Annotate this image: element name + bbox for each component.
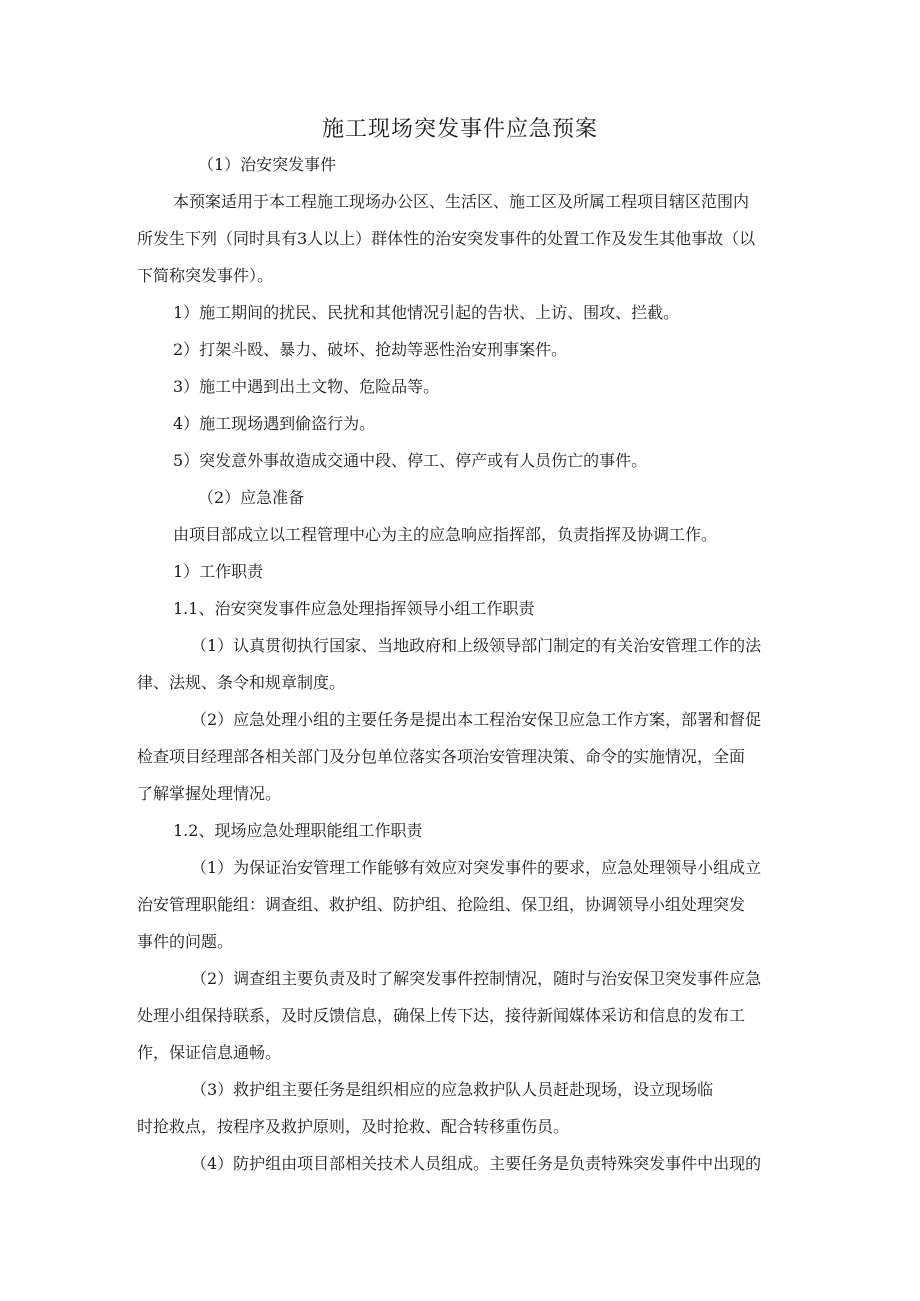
paragraph-1-1-item-2-line-1: （2）应急处理小组的主要任务是提出本工程治安保卫应急工作方案，部署和督促 — [191, 710, 762, 729]
heading-emergency-preparation: （2）应急准备 — [198, 488, 305, 507]
paragraph-1-2-item-3-line-2: 时抢救点，按程序及救护原则，及时抢救、配合转移重伤员。 — [137, 1117, 570, 1136]
paragraph-1-1-item-2-line-3: 了解掌握处理情况。 — [137, 784, 282, 803]
paragraph-scope-line-3: 下简称突发事件）。 — [137, 266, 274, 285]
document-title: 施工现场突发事件应急预案 — [321, 117, 598, 142]
heading-section-1-1: 1.1、治安突发事件应急处理指挥领导小组工作职责 — [173, 599, 535, 618]
paragraph-1-1-item-2-line-2: 检查项目经理部各相关部门及分包单位落实各项治安管理决策、命令的实施情况，全面 — [137, 747, 746, 766]
paragraph-1-2-item-1-line-1: （1）为保证治安管理工作能够有效应对突发事件的要求，应急处理领导小组成立 — [191, 858, 762, 877]
paragraph-1-2-item-1-line-2: 治安管理职能组：调查组、救护组、防护组、抢险组、保卫组，协调领导小组处理突发 — [137, 895, 746, 914]
paragraph-1-2-item-2-line-3: 作，保证信息通畅。 — [137, 1043, 282, 1062]
list-item-4: 4）施工现场遇到偷盗行为。 — [173, 414, 376, 433]
paragraph-1-2-item-3-line-1: （3）救护组主要任务是组织相应的应急救护队人员赶赴现场，设立现场临 — [191, 1080, 714, 1099]
list-item-3: 3）施工中遇到出土文物、危险品等。 — [173, 377, 440, 396]
heading-section-1-2: 1.2、现场应急处理职能组工作职责 — [173, 821, 423, 840]
paragraph-1-2-item-2-line-2: 处理小组保持联系，及时反馈信息，确保上传下达，接待新闻媒体采访和信息的发布工 — [137, 1006, 746, 1025]
heading-public-security-incident: （1）治安突发事件 — [198, 155, 337, 174]
paragraph-command-center: 由项目部成立以工程管理中心为主的应急响应指挥部，负责指挥及协调工作。 — [173, 525, 718, 544]
paragraph-1-2-item-1-line-3: 事件的问题。 — [137, 932, 234, 951]
list-item-1: 1）施工期间的扰民、民扰和其他情况引起的告状、上访、围攻、拦截。 — [173, 303, 680, 322]
paragraph-1-2-item-4-line-1: （4）防护组由项目部相关技术人员组成。主要任务是负责特殊突发事件中出现的 — [191, 1154, 762, 1173]
list-item-5: 5）突发意外事故造成交通中段、停工、停产或有人员伤亡的事件。 — [173, 451, 648, 470]
heading-work-duties: 1）工作职责 — [173, 562, 264, 581]
paragraph-scope-line-2: 所发生下列（同时具有3人以上）群体性的治安突发事件的处置工作及发生其他事故（以 — [137, 229, 756, 248]
paragraph-scope-line-1: 本预案适用于本工程施工现场办公区、生活区、施工区及所属工程项目辖区范围内 — [173, 192, 750, 211]
paragraph-1-1-item-1-line-2: 律、法规、条令和规章制度。 — [137, 673, 346, 692]
paragraph-1-2-item-2-line-1: （2）调查组主要负责及时了解突发事件控制情况，随时与治安保卫突发事件应急 — [191, 969, 762, 988]
paragraph-1-1-item-1-line-1: （1）认真贯彻执行国家、当地政府和上级领导部门制定的有关治安管理工作的法 — [191, 636, 762, 655]
list-item-2: 2）打架斗殴、暴力、破坏、抢劫等恶性治安刑事案件。 — [173, 340, 568, 359]
